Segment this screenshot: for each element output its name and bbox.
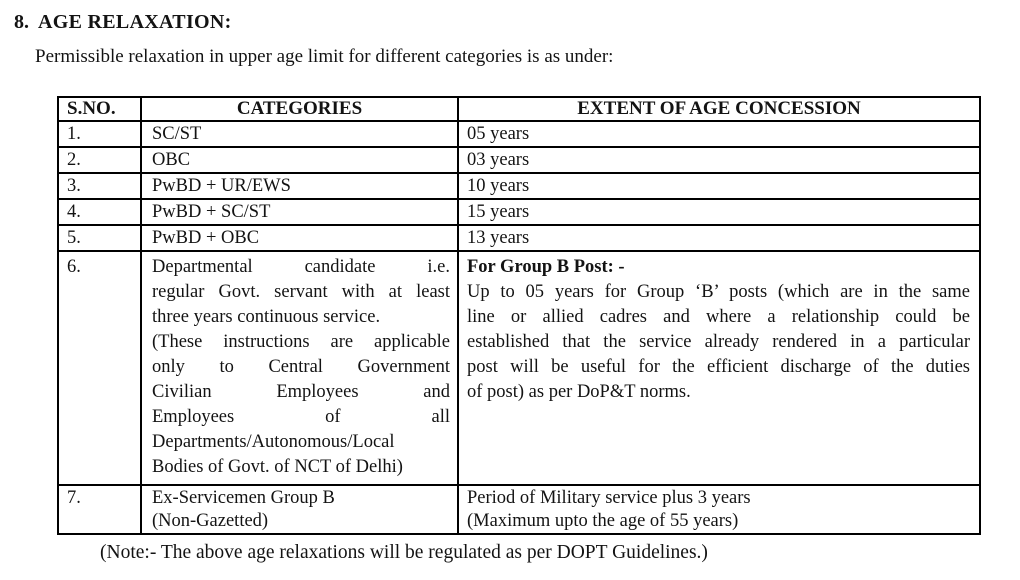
table-row: [58, 121, 980, 147]
cell-sno: 5.: [58, 225, 141, 251]
section-heading: [14, 10, 1020, 34]
cell-category: PwBD + SC/ST: [141, 199, 458, 225]
category-paragraph-1: Departmental candidate i.e. regular Govt. servant with at least three years continuous service.: [152, 257, 450, 327]
header-sno: S.NO.: [58, 97, 141, 121]
cell-sno: 3.: [58, 173, 141, 199]
category-paragraph-2: (These instructions are applicable only to Central Government Civilian Employees and Employees of all Departments/Autonomous/Local Bodies of Govt. of NCT of Delhi): [152, 332, 450, 477]
extent-body: Up to 05 years for Group ‘B’ posts (which are in the same line or allied cadres and where a relationship could be established that the service already rendered in a particular post will be useful for the efficient discharge of the duties of post) as per DoP&T norms.: [467, 282, 970, 402]
header-categories: CATEGORIES: [141, 97, 458, 121]
cell-extent: 10 years: [458, 173, 980, 199]
header-extent: EXTENT OF AGE CONCESSION: [458, 97, 980, 121]
document-page: [0, 10, 1020, 580]
table-row-ex-servicemen: [58, 485, 980, 534]
cell-extent: Period of Military service plus 3 years (Maximum upto the age of 55 years): [458, 485, 980, 534]
cell-category: PwBD + OBC: [141, 225, 458, 251]
cell-extent: 15 years: [458, 199, 980, 225]
cell-extent: 03 years: [458, 147, 980, 173]
table-row: [58, 147, 980, 173]
table-row-departmental-candidate: [58, 251, 980, 485]
section-number: 8.: [14, 11, 29, 33]
table-row: [58, 173, 980, 199]
table-header-row: [58, 97, 980, 121]
cell-sno: 1.: [58, 121, 141, 147]
cell-category: Ex-Servicemen Group B (Non-Gazetted): [141, 485, 458, 534]
cell-extent: 13 years: [458, 225, 980, 251]
cell-category: [141, 251, 458, 485]
extent-heading: For Group B Post: -: [467, 257, 625, 277]
section-title: AGE RELAXATION:: [38, 11, 232, 33]
note-text: (Note:- The above age relaxations will be regulated as per DOPT Guidelines.): [100, 542, 708, 563]
cell-sno: 4.: [58, 199, 141, 225]
cell-extent: 05 years: [458, 121, 980, 147]
cell-extent: [458, 251, 980, 485]
cell-sno: 7.: [58, 485, 141, 534]
table-row: [58, 225, 980, 251]
cell-category: PwBD + UR/EWS: [141, 173, 458, 199]
cell-category: SC/ST: [141, 121, 458, 147]
intro-text: Permissible relaxation in upper age limit for different categories is as under:: [35, 46, 614, 67]
table-row: [58, 199, 980, 225]
cell-sno: 2.: [58, 147, 141, 173]
age-relaxation-table: [57, 96, 981, 535]
cell-category: OBC: [141, 147, 458, 173]
cell-sno: 6.: [58, 251, 141, 485]
